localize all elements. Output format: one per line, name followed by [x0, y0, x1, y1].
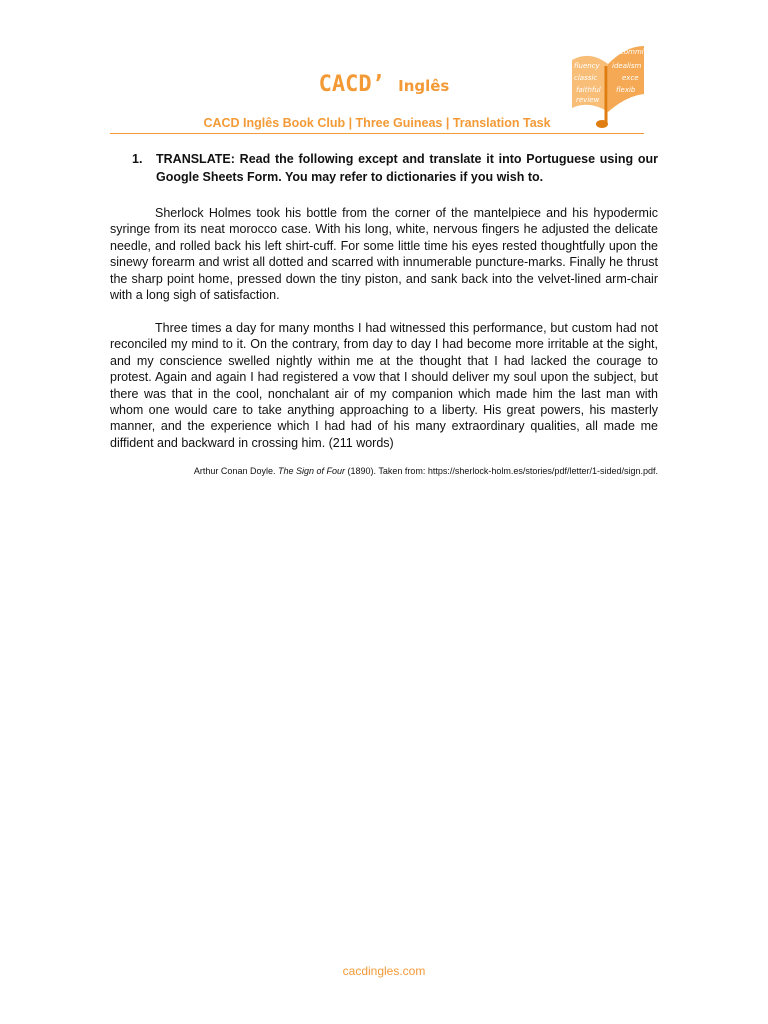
badge-word: exce	[622, 74, 639, 82]
badge-word: classic	[574, 74, 598, 82]
badge-word: idealism	[612, 62, 642, 70]
task-number: 1.	[132, 152, 143, 166]
logo-main: CACD	[318, 72, 372, 97]
excerpt-paragraph-2: Three times a day for many months I had witnessed this performance, but custom had not reconciled my mind to it. On the contrary, from day to day I had become more irritable at the sight, and my conscience swelled nightly within me at the thought that I had lacked the courage to protest. Again and again I had registered a vow that I should deliver my soul upon the subject, but there was that in the cool, nonchalant air of my companion which made him the last man with whom one would care to take anything approaching to a liberty. His great powers, his masterly manner, and the experience which I had had of his many extraordinary qualities, all made me diffident and backward in crossing him. (211 words)	[110, 321, 658, 450]
task-text: TRANSLATE: Read the following except and translate it into Portuguese using our Google Sheets Form. You may refer to dictionaries if you wish to.	[156, 152, 658, 184]
citation-source: (1890). Taken from: https://sherlock-holm.es/stories/pdf/letter/1-sided/sign.pdf.	[345, 466, 658, 476]
header-divider	[110, 133, 644, 134]
logo-mark: ’	[371, 72, 385, 97]
badge-word: flexib	[616, 86, 636, 94]
logo-title	[0, 72, 768, 97]
header-subtitle: CACD Inglês Book Club | Three Guineas | Translation Task	[203, 116, 551, 130]
badge-word: review	[576, 96, 600, 104]
excerpt-paragraph-1: Sherlock Holmes took his bottle from the corner of the mantelpiece and his hypodermic syringe from its neat morocco case. With his long, white, nervous fingers he adjusted the delicate needle, and rolled back his left shirt-cuff. For some little time his eyes rested thoughtfully upon the sinewy forearm and wrist all dotted and scarred with innumerable puncture-marks. Finally he thrust the sharp point home, pressed down the tiny piston, and sank back into the velvet-lined arm-chair with a long sigh of satisfaction.	[110, 206, 658, 303]
citation-title: The Sign of Four	[277, 466, 346, 476]
badge-word: faithful	[576, 86, 601, 94]
task-instruction	[132, 150, 658, 186]
citation-author: Arthur Conan Doyle.	[193, 466, 278, 476]
logo-sub: Inglês	[398, 77, 450, 95]
badge-word: commit	[620, 48, 647, 56]
badge-word: fluency	[574, 62, 600, 70]
citation	[110, 466, 658, 476]
footer-site-link[interactable]: cacdingles.com	[342, 964, 426, 978]
